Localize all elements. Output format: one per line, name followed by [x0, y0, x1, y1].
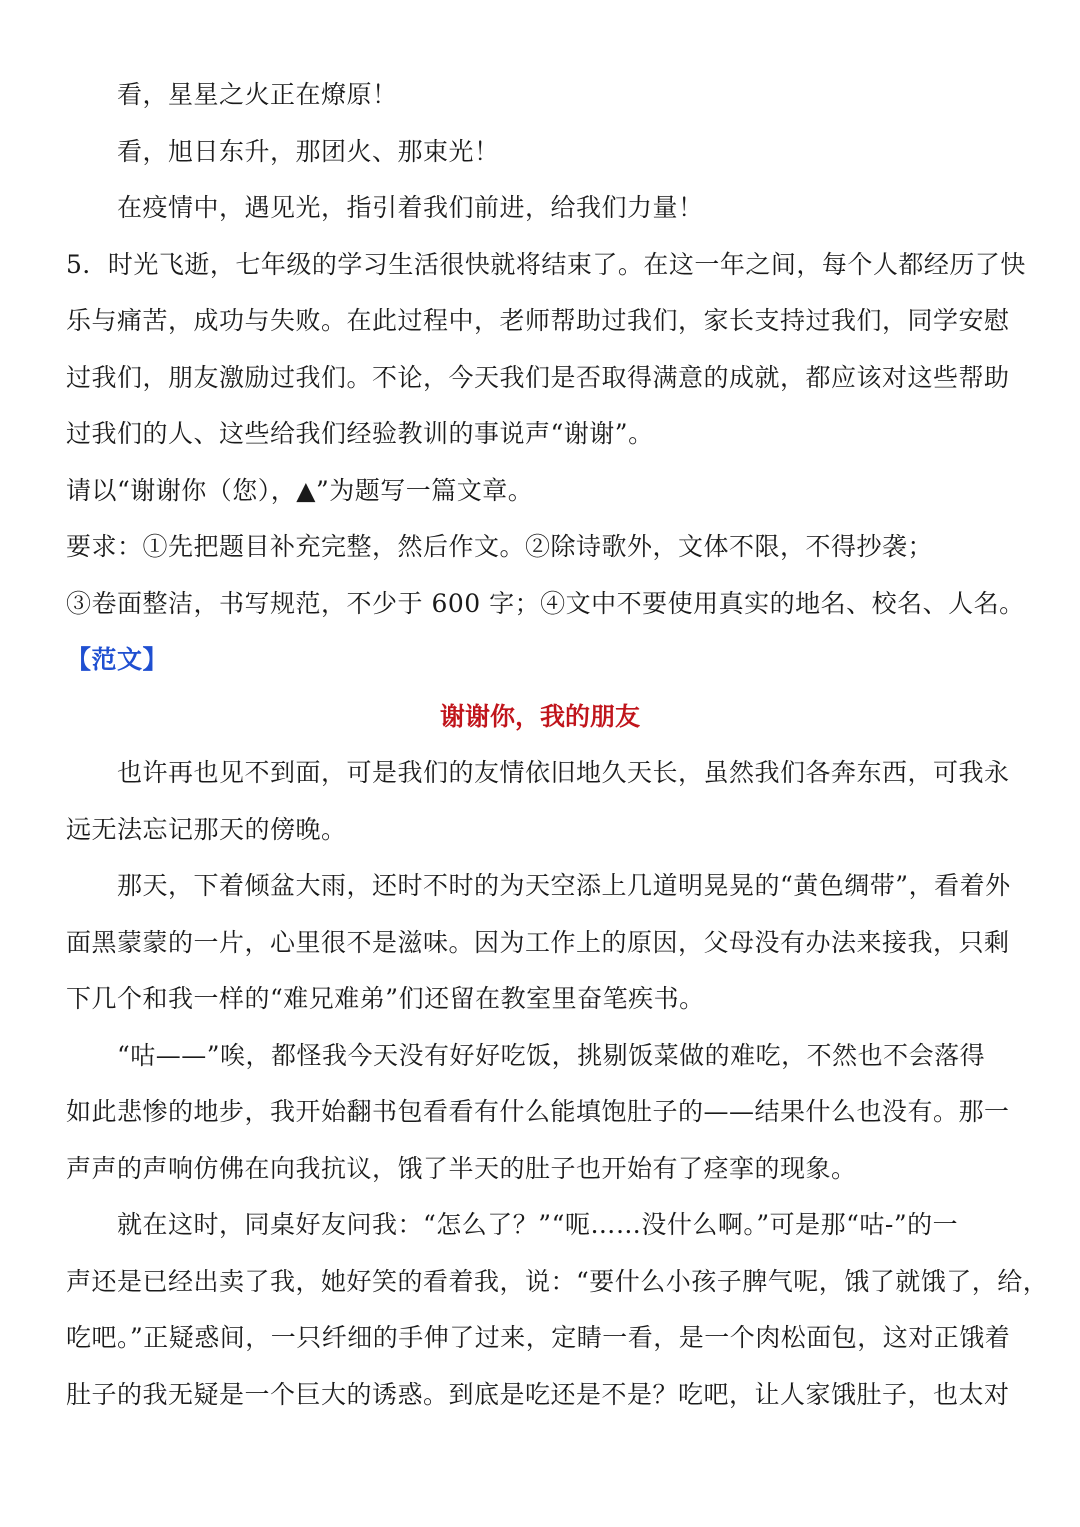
question-prompt: 请以“谢谢你（您），▲”为题写一篇文章。 — [66, 476, 534, 505]
question-line: 过我们，朋友激励过我们。不论，今天我们是否取得满意的成就，都应该对这些帮助 — [66, 363, 1010, 392]
essay-line: 也许再也见不到面，可是我们的友情依旧地久天长，虽然我们各奔东西，可我永 — [117, 758, 1010, 787]
essay-line: 如此悲惨的地步，我开始翻书包看看有什么能填饱肚子的——结果什么也没有。那一 — [66, 1097, 1010, 1126]
question-line: 5．时光飞逝，七年级的学习生活很快就将结束了。在这一年之间，每个人都经历了快 — [66, 250, 1026, 279]
essay-line: 声还是已经出卖了我，她好笑的看着我，说：“要什么小孩子脾气呢，饿了就饿了，给， — [66, 1267, 1049, 1296]
essay-line: 吃吧。”正疑惑间，一只纤细的手伸了过来，定睛一看，是一个肉松面包，这对正饿着 — [66, 1323, 1011, 1352]
essay-line: 肚子的我无疑是一个巨大的诱惑。到底是吃还是不是？吃吧，让人家饿肚子，也太对 — [66, 1380, 1010, 1409]
requirement-line: ③卷面整洁，书写规范，不少于 600 字；④文中不要使用真实的地名、校名、人名。 — [66, 589, 1025, 618]
poem-line: 在疫情中，遇见光，指引着我们前进，给我们力量！ — [117, 193, 704, 222]
question-line: 过我们的人、这些给我们经验教训的事说声“谢谢”。 — [66, 419, 654, 448]
essay-line: “咕——”唉，都怪我今天没有好好吃饭，挑剔饭菜做的难吃，不然也不会落得 — [117, 1041, 986, 1070]
essay-line: 那天，下着倾盆大雨，还时不时的为天空添上几道明晃晃的“黄色绸带”，看着外 — [117, 871, 1011, 900]
question-line: 乐与痛苦，成功与失败。在此过程中，老师帮助过我们，家长支持过我们，同学安慰 — [66, 306, 1010, 335]
essay-line: 下几个和我一样的“难兄难弟”们还留在教室里奋笔疾书。 — [66, 984, 705, 1013]
essay-line: 声声的声响仿佛在向我抗议，饿了半天的肚子也开始有了痉挛的现象。 — [66, 1154, 857, 1183]
essay-title: 谢谢你，我的朋友 — [439, 702, 640, 731]
essay-line: 面黑蒙蒙的一片，心里很不是滋味。因为工作上的原因，父母没有办法来接我，只剩 — [66, 928, 1010, 957]
essay-line: 就在这时，同桌好友问我：“怎么了？”“呃……没什么啊。”可是那“咕-”的一 — [117, 1210, 959, 1239]
poem-line: 看，旭日东升，那团火、那束光！ — [117, 137, 500, 166]
sample-essay-tag: 【范文】 — [66, 645, 169, 674]
poem-line: 看，星星之火正在燎原！ — [117, 80, 398, 109]
essay-line: 远无法忘记那天的傍晚。 — [66, 815, 347, 844]
requirement-line: 要求：①先把题目补充完整，然后作文。②除诗歌外，文体不限，不得抄袭； — [66, 532, 934, 561]
